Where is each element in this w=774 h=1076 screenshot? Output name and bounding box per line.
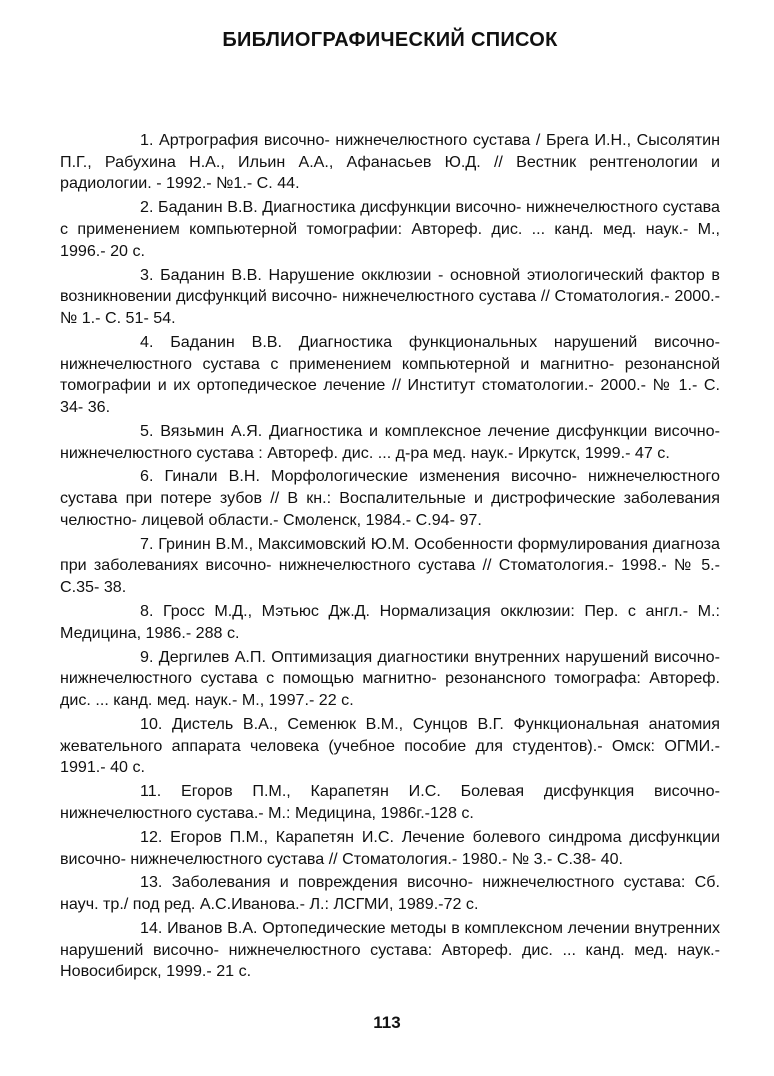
reference-item-9 — [60, 647, 720, 712]
reference-text: Егоров П.М., Карапетян И.С. Болевая дисфункция височно- нижнечелюстного сустава.- М.: Медицина, 1986г.-128 с. — [60, 782, 720, 822]
reference-item-7 — [60, 534, 720, 599]
reference-text: Гросс М.Д., Мэтьюс Дж.Д. Нормализация окклюзии: Пер. с англ.- М.: Медицина, 1986.- 288 с. — [60, 602, 720, 642]
reference-number: 10. — [140, 714, 163, 733]
reference-text: Гринин В.М., Максимовский Ю.М. Особенности формулирования диагноза при заболеваниях височно- нижнечелюстного сустава // Стоматология.- 1998.- № 5.- С.35- 38. — [60, 534, 720, 597]
bibliography-page — [60, 28, 720, 985]
reference-text: Заболевания и повреждения височно- нижнечелюстного сустава: Сб. науч. тр./ под ред. А.С.Иванова.- Л.: ЛСГМИ, 1989.-72 с. — [60, 873, 720, 914]
reference-text: Баданин В.В. Нарушение окклюзии - основной этиологический фактор в возникновении дисфункций височно- нижнечелюстного сустава // Стоматология.- 2000.- № 1.- С. 51- 54. — [60, 265, 720, 327]
reference-number: 13. — [140, 873, 163, 892]
reference-item-13 — [60, 872, 720, 915]
reference-text: Баданин В.В. Диагностика дисфункции височно- нижнечелюстного сустава с применением компьютерной томографии: Автореф. дис. ... канд. мед. наук.- М., 1996.- 20 с. — [60, 198, 720, 260]
reference-item-12 — [60, 827, 720, 870]
reference-item-14 — [60, 918, 720, 983]
reference-number: 6. — [140, 467, 154, 486]
reference-item-11 — [60, 781, 720, 824]
reference-number: 8. — [140, 602, 154, 621]
reference-item-5 — [60, 421, 720, 464]
reference-number: 3. — [140, 265, 154, 284]
reference-text: Вязьмин А.Я. Диагностика и комплексное лечение дисфункции височно- нижнечелюстного сустава : Автореф. дис. ... д-ра мед. наук.- Иркутск, 1999.- 47 с. — [60, 421, 720, 462]
reference-number: 4. — [140, 332, 154, 351]
reference-number: 2. — [140, 198, 154, 217]
page-title: БИБЛИОГРАФИЧЕСКИЙ СПИСОК — [222, 29, 558, 51]
reference-number: 9. — [140, 647, 154, 666]
reference-number: 11. — [140, 782, 162, 801]
reference-item-3 — [60, 265, 720, 330]
reference-number: 12. — [140, 827, 163, 846]
reference-number: 7. — [140, 534, 154, 553]
reference-text: Егоров П.М., Карапетян И.С. Лечение болевого синдрома дисфункции височно- нижнечелюстного сустава // Стоматология.- 1980.- № 3.- С.38- 40. — [60, 827, 720, 868]
reference-text: Дергилев А.П. Оптимизация диагностики внутренних нарушений височно- нижнечелюстного сустава с помощью магнитно- резонансного томографа: Автореф. дис. ... канд. мед. наук.- М., 1997.- 22 с. — [60, 647, 720, 710]
reference-text: Баданин В.В. Диагностика функциональных нарушений височно-нижнечелюстного сустава с применением компьютерной и магнитно- резонансной томографии и их ортопедическое лечение // Институт стоматологии.- 2000.- № 1.- С. 34- 36. — [60, 332, 720, 416]
reference-number: 1. — [140, 131, 154, 149]
reference-number: 14. — [140, 919, 163, 938]
reference-item-2 — [60, 197, 720, 262]
reference-item-10 — [60, 714, 720, 779]
reference-text: Иванов В.А. Ортопедические методы в комплексном лечении внутренних нарушений височно- нижнечелюстного сустава: Автореф. дис. ... канд. мед. наук.- Новосибирск, 1999.- 21 с. — [60, 919, 720, 981]
reference-item-1 — [60, 130, 720, 195]
page-number: 113 — [373, 1013, 401, 1032]
reference-text: Дистель В.А., Семенюк В.М., Сунцов В.Г. Функциональная анатомия жевательного аппарата человека (учебное пособие для студентов).- Омск: ОГМИ.- 1991.- 40 с. — [60, 714, 720, 777]
reference-text: Артрография височно- нижнечелюстного сустава / Брега И.Н., Сысолятин П.Г., Рабухина Н.А., Ильин А.А., Афанасьев Ю.Д. // Вестник рентгенологии и радиологии. - 1992.- №1.- С. 44. — [60, 131, 720, 193]
reference-item-6 — [60, 466, 720, 531]
reference-item-4 — [60, 332, 720, 419]
reference-list — [60, 130, 720, 983]
reference-number: 5. — [140, 421, 154, 440]
reference-item-8 — [60, 601, 720, 644]
reference-text: Гинали В.Н. Морфологические изменения височно- нижнечелюстного сустава при потере зубов // В кн.: Воспалительные и дистрофические заболевания челюстно- лицевой области.- Смоленск, 1984.- С.94- 97. — [60, 467, 720, 529]
